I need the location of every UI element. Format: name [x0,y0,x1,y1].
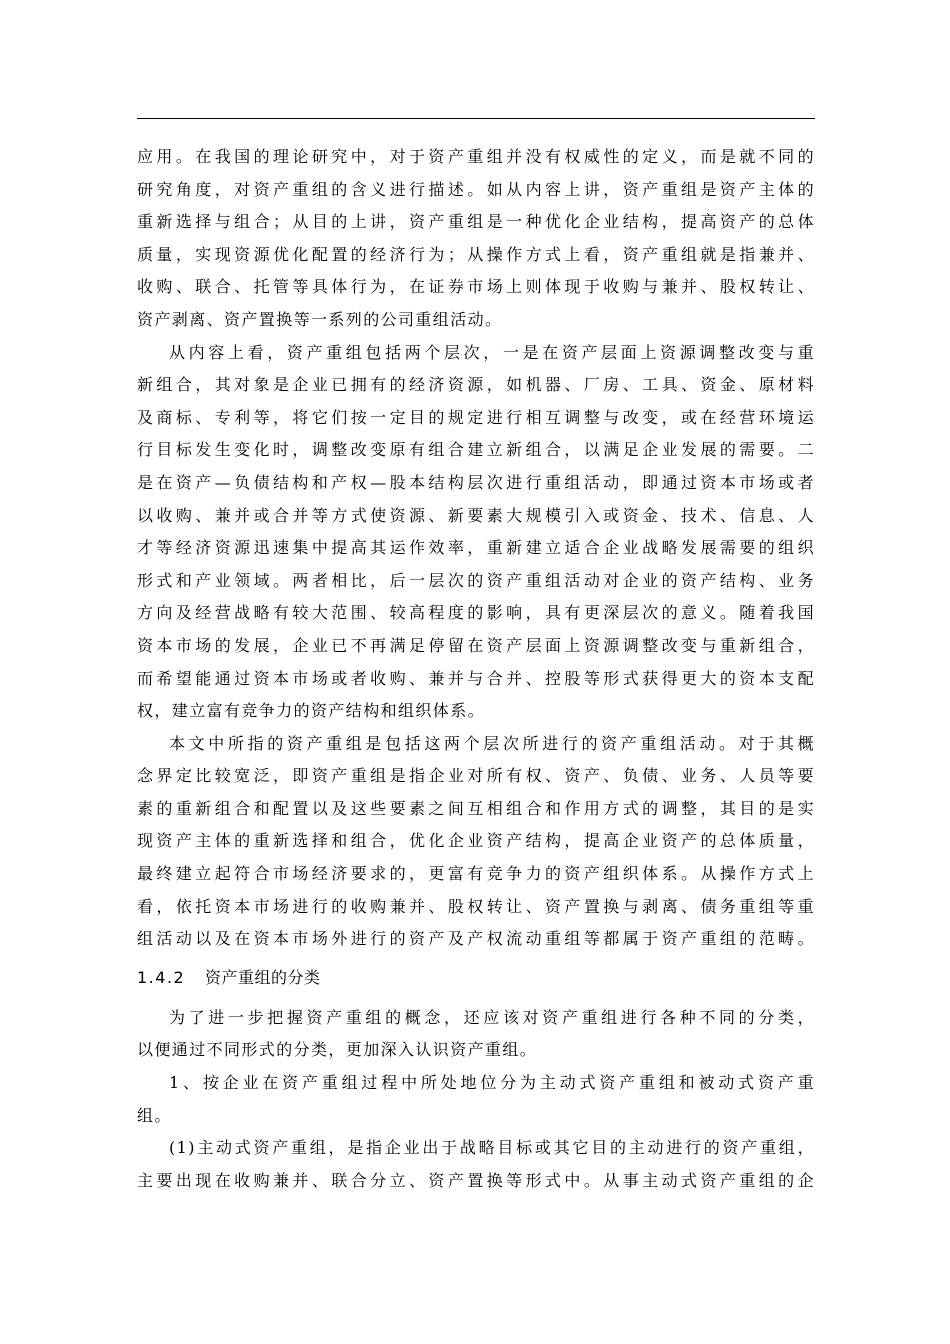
header-rule [137,118,815,119]
text-line: 从内容上看，资产重组包括两个层次，一是在资产层面上资源调整改变与重 [169,342,815,362]
section-title: 资产重组的分类 [205,967,321,987]
text-line: 应用。在我国的理论研究中，对于资产重组并没有权威性的定义，而是就不同的 [137,147,815,166]
text-line: 才等经济资源迅速集中提高其运作效率，重新建立适合企业战略发展需要的组织 [137,538,815,558]
document-body [137,141,815,1197]
text-line: 是在资产—负债结构和产权—股本结构层次进行重组活动，即通过资本市场或者 [137,472,815,492]
text-line: 新组合，其对象是企业已拥有的经济资源，如机器、厂房、工具、资金、原材料 [137,375,815,395]
text-line: 权，建立富有竞争力的资产结构和组织体系。 [137,701,486,721]
text-line: 现资产主体的重新选择和组合，优化企业资产结构，提高企业资产的总体质量， [137,831,815,851]
text-line: 重新选择与组合；从目的上讲，资产重组是一种优化企业结构，提高资产的总体 [137,212,815,232]
text-line: 以便通过不同形式的分类，更加深入认识资产重组。 [137,1040,538,1060]
text-line: 而希望能通过资本市场或者收购、兼并与合并、控股等形式获得更大的资本支配 [137,668,815,688]
text-line: (1)主动式资产重组，是指企业出于战略目标或其它目的主动进行的资产重组， [169,1138,815,1158]
text-line: 方向及经营战略有较大范围、较高程度的影响，具有更深层次的意义。随着我国 [137,603,815,623]
text-line: 形式和产业领域。两者相比，后一层次的资产重组活动对企业的资产结构、业务 [137,570,815,590]
text-line: 念界定比较宽泛，即资产重组是指企业对所有权、资产、负债、业务、人员等要 [137,766,815,786]
paragraph-6 [137,1132,815,1197]
text-line: 为了进一步把握资产重组的概念，还应该对资产重组进行各种不同的分类， [169,1007,815,1027]
paragraph-2 [137,337,815,728]
paragraph-1 [137,141,815,337]
text-line: 组活动以及在资本市场外进行的资产及产权流动重组等都属于资产重组的范畴。 [137,929,815,949]
paragraph-3 [137,728,815,956]
text-line: 主要出现在收购兼并、联合分立、资产置换等形式中。从事主动式资产重组的企 [137,1170,815,1190]
text-line: 看，依托资本市场进行的收购兼并、股权转让、资产置换与剥离、债务重组等重 [137,896,815,916]
text-line: 行目标发生变化时，调整改变原有组合建立新组合，以满足企业发展的需要。二 [137,440,815,460]
section-heading [137,962,815,994]
text-line: 资产剥离、资产置换等一系列的公司重组活动。 [137,309,503,329]
text-line: 质量，实现资源优化配置的经济行为；从操作方式上看，资产重组就是指兼并、 [137,244,815,264]
text-line: 及商标、专利等，将它们按一定目的规定进行相互调整与改变，或在经营环境运 [137,407,815,427]
text-line: 资本市场的发展，企业已不再满足停留在资产层面上资源调整改变与重新组合， [137,635,815,655]
text-line: 以收购、兼并或合并等方式使资源、新要素大规模引入或资金、技术、信息、人 [137,505,815,525]
paragraph-5 [137,1067,815,1132]
text-line: 1、按企业在资产重组过程中所处地位分为主动式资产重组和被动式资产重 [169,1073,815,1093]
text-line: 研究角度，对资产重组的含义进行描述。如从内容上讲，资产重组是资产主体的 [137,179,815,199]
text-line: 本文中所指的资产重组是包括这两个层次所进行的资产重组活动。对于其概 [169,733,815,753]
text-line: 收购、联合、托管等具体行为，在证券市场上则体现于收购与兼并、股权转让、 [137,277,815,297]
text-line: 素的重新组合和配置以及这些要素之间互相组合和作用方式的调整，其目的是实 [137,798,815,818]
text-line: 组。 [137,1105,172,1125]
section-number: 1.4.2 [137,967,186,987]
text-line: 最终建立起符合市场经济要求的，更富有竞争力的资产组织体系。从操作方式上 [137,864,815,884]
paragraph-4 [137,1002,815,1067]
